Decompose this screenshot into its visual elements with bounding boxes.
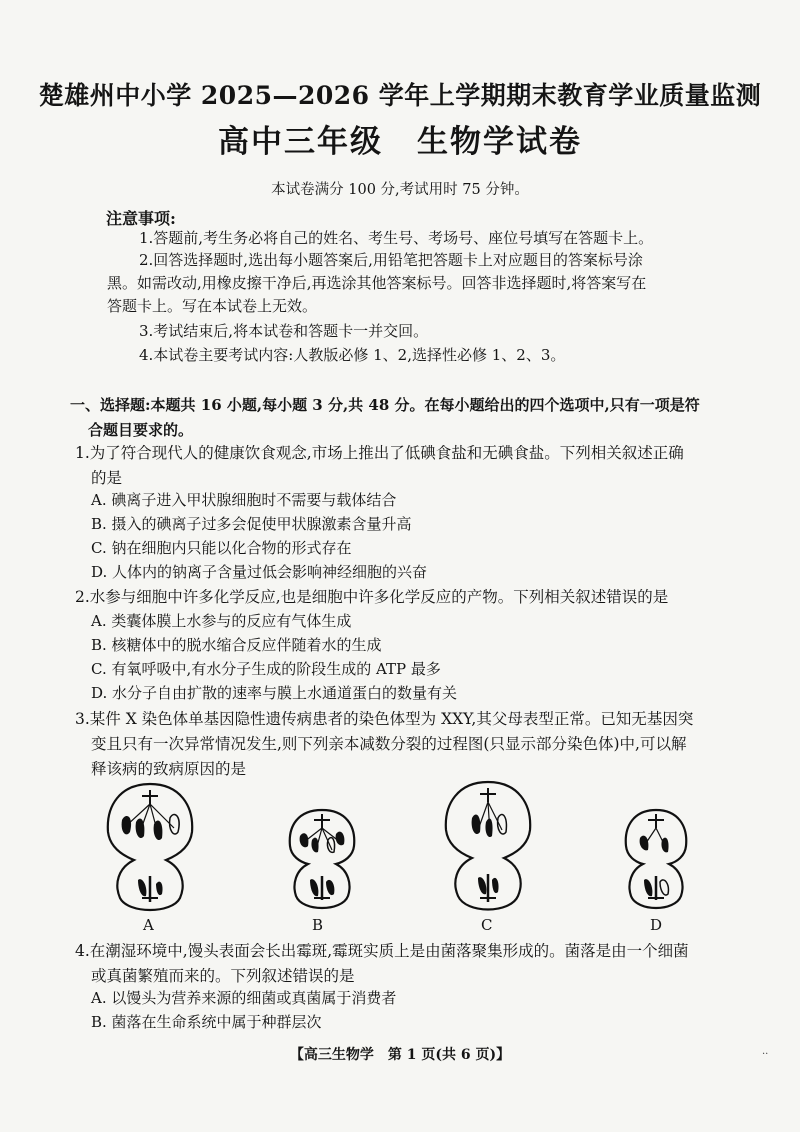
exam-meta: 本试卷满分 100 分,考试用时 75 分钟。 bbox=[271, 182, 529, 198]
figure-label-b: B bbox=[312, 916, 324, 934]
grade-label: 高中三年级 bbox=[218, 124, 383, 160]
question-2-option-c: C. 有氧呼吸中,有水分子生成的阶段生成的 ATP 最多 bbox=[91, 660, 441, 678]
question-1-option-a: A. 碘离子进入甲状腺细胞时不需要与载体结合 bbox=[91, 491, 397, 509]
question-2-option-d: D. 水分子自由扩散的速率与膜上水通道蛋白的数量有关 bbox=[91, 684, 458, 702]
notice-item-2-line-3: 答题卡上。写在本试卷上无效。 bbox=[107, 297, 318, 315]
footer-dots: .. bbox=[762, 1046, 769, 1057]
question-1-stem-line-2: 的是 bbox=[91, 469, 123, 487]
question-1-stem-line-1: 1.为了符合现代人的健康饮食观念,市场上推出了低碘食盐和无碘食盐。下列相关叙述正确 bbox=[75, 444, 684, 462]
question-4-stem-line-2: 或真菌繁殖而来的。下列叙述错误的是 bbox=[91, 967, 355, 985]
question-1-option-c: C. 钠在细胞内只能以化合物的形式存在 bbox=[91, 539, 352, 557]
question-2-option-b: B. 核糖体中的脱水缩合反应伴随着水的生成 bbox=[91, 636, 382, 654]
section-heading-line-1: 一、选择题:本题共 16 小题,每小题 3 分,共 48 分。在每小题给出的四个选项中,只有一项是符 bbox=[70, 396, 700, 414]
notice-item-2-line-1: 2.回答选择题时,选出每小题答案后,用铅笔把答题卡上对应题目的答案标号涂 bbox=[139, 251, 643, 269]
figure-label-a: A bbox=[143, 916, 154, 934]
question-2-stem: 2.水参与细胞中许多化学反应,也是细胞中许多化学反应的产物。下列相关叙述错误的是 bbox=[75, 588, 669, 606]
cell-diagram-a bbox=[100, 780, 200, 920]
notice-item-2-line-2: 黑。如需改动,用橡皮擦干净后,再选涂其他答案标号。回答非选择题时,将答案写在 bbox=[107, 274, 647, 292]
question-3-stem bbox=[75, 707, 765, 782]
notice-heading: 注意事项: bbox=[106, 209, 176, 228]
figure-label-d: D bbox=[650, 916, 663, 934]
question-4-option-a: A. 以馒头为营养来源的细菌或真菌属于消费者 bbox=[91, 989, 397, 1007]
section-heading-line-2: 合题目要求的。 bbox=[88, 421, 194, 439]
subject-label: 生物学试卷 bbox=[417, 124, 582, 160]
question-3-stem-line-1: 3.某件 X 染色体单基因隐性遗传病患者的染色体型为 XXY,其父母表型正常。已知无基因突 bbox=[75, 710, 694, 728]
page-footer: 【高三生物学 第 1 页(共 6 页)】 bbox=[289, 1047, 511, 1063]
section-heading bbox=[70, 393, 760, 443]
notice-item-1: 1.答题前,考生务必将自己的姓名、考生号、考场号、座位号填写在答题卡上。 bbox=[139, 229, 654, 247]
exam-title: 楚雄州中小学 2025—2026 学年上学期期末教育学业质量监测 bbox=[38, 81, 762, 110]
question-4-option-b: B. 菌落在生命系统中属于种群层次 bbox=[91, 1013, 322, 1031]
question-3-stem-line-2: 变且只有一次异常情况发生,则下列亲本减数分裂的过程图(只显示部分染色体)中,可以解 bbox=[91, 735, 687, 753]
question-2-option-a: A. 类囊体膜上水参与的反应有气体生成 bbox=[91, 612, 352, 630]
question-3-stem-line-3: 释该病的致病原因的是 bbox=[91, 760, 247, 778]
notice-item-4: 4.本试卷主要考试内容:人教版必修 1、2,选择性必修 1、2、3。 bbox=[139, 346, 566, 364]
notice-item-3: 3.考试结束后,将本试卷和答题卡一并交回。 bbox=[139, 322, 429, 340]
figure-label-c: C bbox=[481, 916, 493, 934]
cell-diagram-d bbox=[618, 806, 694, 918]
cell-diagram-c bbox=[438, 778, 538, 920]
question-1-stem bbox=[75, 441, 765, 491]
exam-subtitle bbox=[0, 116, 800, 161]
question-1-option-d: D. 人体内的钠离子含量过低会影响神经细胞的兴奋 bbox=[91, 563, 428, 581]
question-4-stem-line-1: 4.在潮湿环境中,馒头表面会长出霉斑,霉斑实质上是由菌落聚集形成的。菌落是由一个细菌 bbox=[75, 942, 689, 960]
cell-diagram-b bbox=[282, 806, 362, 918]
question-4-stem bbox=[75, 939, 765, 989]
question-1-option-b: B. 摄入的碘离子过多会促使甲状腺激素含量升高 bbox=[91, 515, 412, 533]
